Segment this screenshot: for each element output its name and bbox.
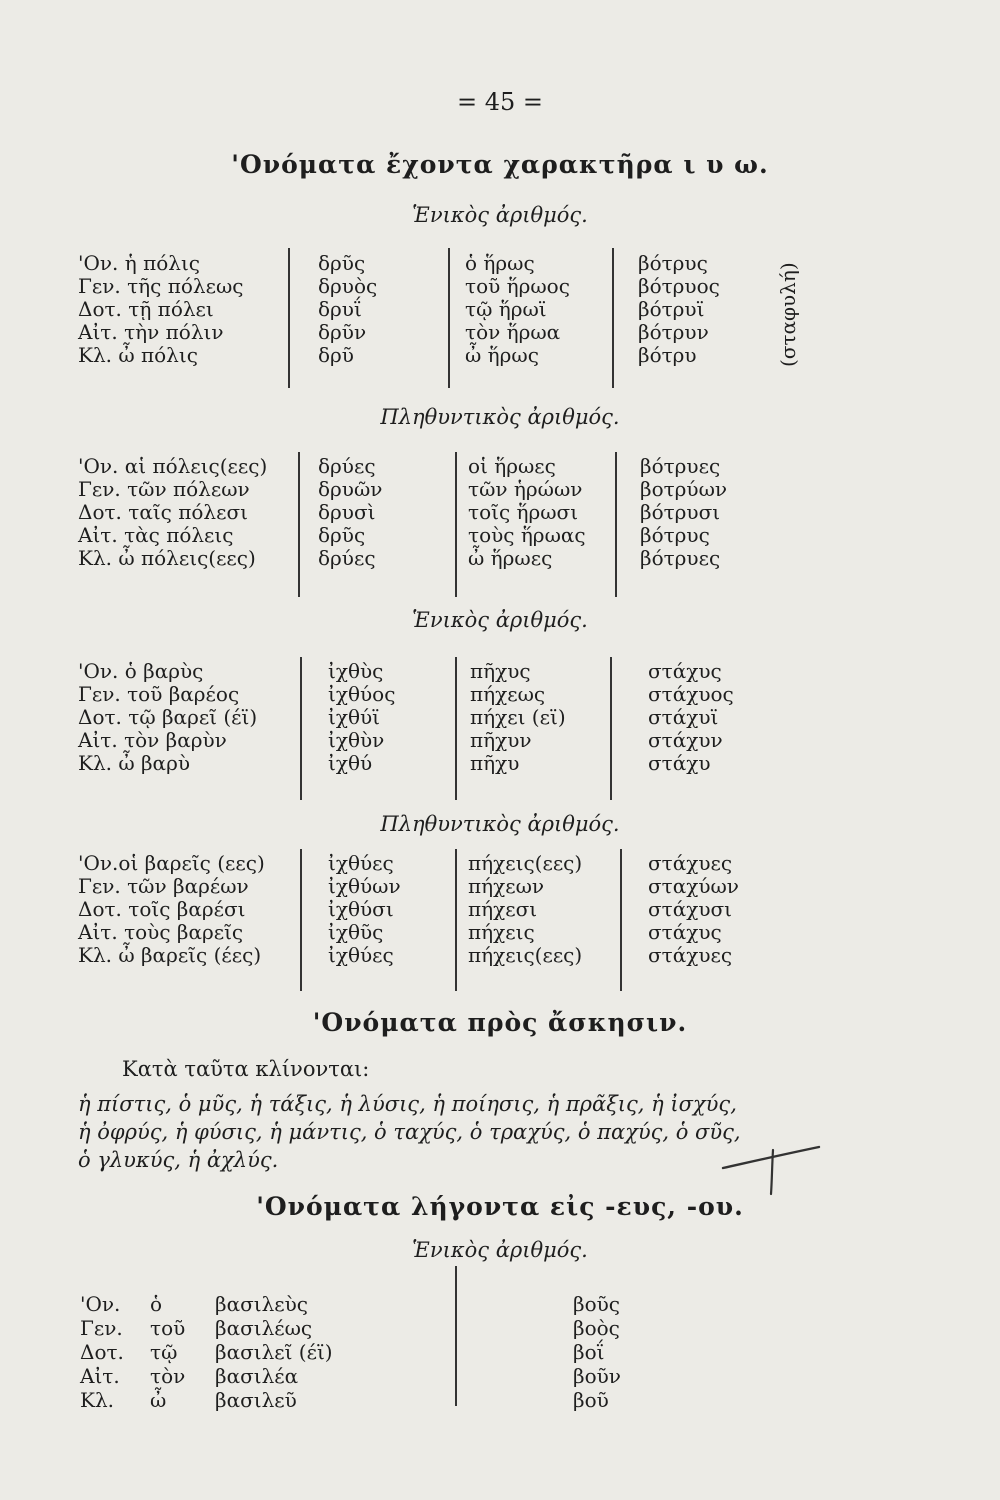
form-cell: βότρυες (640, 546, 721, 570)
form-cell: ἰχθῦς (328, 920, 384, 944)
section2-plural-col4 (648, 852, 768, 967)
column-divider (288, 248, 290, 388)
exercise-intro: Κατὰ ταῦτα κλίνονται: (122, 1057, 370, 1081)
form-cell: βότρυς (638, 251, 708, 275)
section1-plural-col1 (78, 455, 288, 570)
case-label: Δοτ. (80, 1340, 124, 1364)
form-cell: πήχεις(εες) (468, 943, 583, 967)
form-cell: δρύες (318, 546, 376, 570)
form-cell: στάχυν (648, 728, 723, 752)
column-divider (300, 849, 302, 991)
form-cell: πήχεων (468, 874, 545, 898)
form-cell: πῆχυν (470, 728, 532, 752)
form-cell: δρυΐ (318, 297, 362, 321)
article-cell: τοῦ (150, 1316, 186, 1340)
case-row: Αἰτ. τὸν βαρὺν (78, 728, 227, 752)
form-cell: βασιλεὺς (215, 1292, 308, 1316)
form-cell: τῷ ἥρωϊ (465, 297, 547, 321)
section2-singular-label: Ἑνικὸς ἀριθμός. (412, 608, 588, 632)
column-divider (620, 849, 622, 991)
section2-singular-col4 (648, 660, 768, 775)
case-row: Δοτ. ταῖς πόλεσι (78, 500, 248, 524)
form-cell: δρῦς (318, 251, 366, 275)
form-cell: πήχει (εϊ) (470, 705, 566, 729)
section1-singular-col3 (465, 252, 605, 367)
column-divider (298, 452, 300, 597)
section3-cases-col (80, 1292, 150, 1412)
case-label: Κλ. (80, 1388, 114, 1412)
form-cell: βότρυος (638, 274, 720, 298)
article-cell: ὦ (150, 1388, 167, 1412)
case-row: 'Ον. αἱ πόλεις(εες) (78, 454, 268, 478)
form-cell: βοὸς (573, 1316, 620, 1340)
exercise-line-2: ἡ ὀφρύς, ἡ φύσις, ἡ μάντις, ὁ ταχύς, ὁ τραχύς, ὁ παχύς, ὁ σῦς, (78, 1120, 741, 1144)
form-cell: στάχυσι (648, 897, 732, 921)
section3-articles-col (150, 1292, 210, 1412)
form-cell: δρυὸς (318, 274, 378, 298)
case-row: Κλ. ὦ βαρὺ (78, 751, 190, 775)
section2-plural-label: Πληθυντικὸς ἀριθμός. (380, 812, 620, 836)
section2-plural-col1 (78, 852, 293, 967)
section2-singular-col3 (470, 660, 600, 775)
form-cell: πήχεσι (468, 897, 538, 921)
form-cell: δρύες (318, 454, 376, 478)
form-cell: τοῦ ἥρωος (465, 274, 570, 298)
form-cell: βοῦ (573, 1388, 609, 1412)
form-cell: ἰχθὺν (328, 728, 385, 752)
form-cell: στάχυος (648, 682, 734, 706)
form-cell: ἰχθύ (328, 751, 373, 775)
handwritten-cross-mark (715, 1138, 825, 1198)
case-row: Κλ. ὦ βαρεῖς (έες) (78, 943, 262, 967)
form-cell: βοΐ (573, 1340, 605, 1364)
form-cell: στάχυς (648, 920, 722, 944)
form-cell: βοῦς (573, 1292, 620, 1316)
form-cell: ἰχθύος (328, 682, 396, 706)
form-cell: βοτρύων (640, 477, 728, 501)
form-cell: δρῦ (318, 343, 354, 367)
section1-singular-label: Ἑνικὸς ἀριθμός. (412, 203, 588, 227)
column-divider (455, 1266, 457, 1406)
form-cell: βότρυϊ (638, 297, 705, 321)
case-row: Αἰτ. τὴν πόλιν (78, 320, 224, 344)
form-cell: βασιλέα (215, 1364, 299, 1388)
column-divider (455, 657, 457, 800)
form-cell: στάχυϊ (648, 705, 719, 729)
section3-title: 'Ονόματα λήγοντα εἰς -ευς, -ου. (256, 1192, 744, 1221)
botrys-gloss-note: (σταφυλή) (776, 262, 800, 367)
form-cell: βασιλέως (215, 1316, 313, 1340)
form-cell: βότρυν (638, 320, 709, 344)
case-row: Αἰτ. τοὺς βαρεῖς (78, 920, 244, 944)
form-cell: βασιλεῖ (έϊ) (215, 1340, 333, 1364)
section2-singular-col1 (78, 660, 288, 775)
form-cell: πήχεως (470, 682, 546, 706)
column-divider (455, 452, 457, 597)
form-cell: ἰχθύες (328, 943, 394, 967)
case-row: Αἰτ. τὰς πόλεις (78, 523, 234, 547)
form-cell: βότρυς (640, 523, 710, 547)
section3-forms2-col (573, 1292, 693, 1412)
form-cell: ὁ ἥρως (465, 251, 535, 275)
case-row: Κλ. ὦ πόλις (78, 343, 198, 367)
case-row: Δοτ. τῇ πόλει (78, 297, 214, 321)
form-cell: δρῦς (318, 523, 366, 547)
case-label: 'Ον. (80, 1292, 121, 1316)
form-cell: οἱ ἥρωες (468, 454, 556, 478)
form-cell: ὦ ἥρως (465, 343, 539, 367)
case-row: Γεν. τοῦ βαρέος (78, 682, 240, 706)
column-divider (610, 657, 612, 800)
form-cell: ἰχθύσι (328, 897, 394, 921)
form-cell: πήχεις (468, 920, 535, 944)
form-cell: ἰχθύων (328, 874, 401, 898)
form-cell: ὦ ἥρωες (468, 546, 553, 570)
case-row: Γεν. τῶν πόλεων (78, 477, 250, 501)
form-cell: στάχυς (648, 659, 722, 683)
form-cell: δρῦν (318, 320, 367, 344)
form-cell: πήχεις(εες) (468, 851, 583, 875)
form-cell: βότρυες (640, 454, 721, 478)
form-cell: δρυῶν (318, 477, 383, 501)
article-cell: τὸν (150, 1364, 186, 1388)
case-row: 'Ον.οἱ βαρεῖς (εες) (78, 851, 265, 875)
section2-singular-col2 (328, 660, 448, 775)
form-cell: πῆχυς (470, 659, 531, 683)
form-cell: πῆχυ (470, 751, 520, 775)
form-cell: βασιλεῦ (215, 1388, 297, 1412)
case-row: 'Ον. ὁ βαρὺς (78, 659, 204, 683)
section1-singular-col4 (638, 252, 758, 367)
form-cell: ἰχθὺς (328, 659, 384, 683)
case-row: Γεν. τῆς πόλεως (78, 274, 244, 298)
column-divider (615, 452, 617, 597)
column-divider (300, 657, 302, 800)
section1-plural-col3 (468, 455, 608, 570)
form-cell: βότρυ (638, 343, 697, 367)
article-cell: ὁ (150, 1292, 163, 1316)
exercise-line-1: ἡ πίστις, ὁ μῦς, ἡ τάξις, ἡ λύσις, ἡ ποίησις, ἡ πρᾶξις, ἡ ἰσχύς, (78, 1092, 737, 1116)
case-label: Γεν. (80, 1316, 123, 1340)
form-cell: τοὺς ἥρωας (468, 523, 586, 547)
section2-plural-col2 (328, 852, 448, 967)
case-row: Κλ. ὦ πόλεις(εες) (78, 546, 256, 570)
form-cell: τὸν ἥρωα (465, 320, 561, 344)
case-row: 'Ον. ἡ πόλις (78, 251, 201, 275)
section1-singular-col1 (78, 252, 283, 367)
section1-plural-col2 (318, 455, 438, 570)
form-cell: τῶν ἡρώων (468, 477, 583, 501)
exercise-title: 'Ονόματα πρὸς ἄσκησιν. (312, 1008, 688, 1037)
section1-plural-col4 (640, 455, 760, 570)
form-cell: ἰχθύϊ (328, 705, 381, 729)
case-label: Αἰτ. (80, 1364, 120, 1388)
page-number: = 45 = (456, 88, 543, 116)
article-cell: τῷ (150, 1340, 178, 1364)
case-row: Δοτ. τοῖς βαρέσι (78, 897, 246, 921)
exercise-line-3: ὁ γλυκύς, ἡ ἀχλύς. (78, 1148, 279, 1172)
section3-forms-col (215, 1292, 415, 1412)
form-cell: βοῦν (573, 1364, 621, 1388)
form-cell: στάχυ (648, 751, 711, 775)
form-cell: τοῖς ἥρωσι (468, 500, 579, 524)
case-row: Δοτ. τῷ βαρεῖ (έϊ) (78, 705, 258, 729)
section1-title: 'Ονόματα ἔχοντα χαρακτῆρα ι υ ω. (231, 150, 769, 179)
case-row: Γεν. τῶν βαρέων (78, 874, 249, 898)
form-cell: βότρυσι (640, 500, 721, 524)
form-cell: δρυσὶ (318, 500, 376, 524)
section3-singular-label: Ἑνικὸς ἀριθμός. (412, 1238, 588, 1262)
form-cell: ἰχθύες (328, 851, 394, 875)
column-divider (448, 248, 450, 388)
column-divider (612, 248, 614, 388)
form-cell: στάχυες (648, 943, 733, 967)
section2-plural-col3 (468, 852, 608, 967)
section1-singular-col2 (318, 252, 438, 367)
form-cell: στάχυες (648, 851, 733, 875)
form-cell: σταχύων (648, 874, 739, 898)
section1-plural-label: Πληθυντικὸς ἀριθμός. (380, 405, 620, 429)
column-divider (455, 849, 457, 991)
